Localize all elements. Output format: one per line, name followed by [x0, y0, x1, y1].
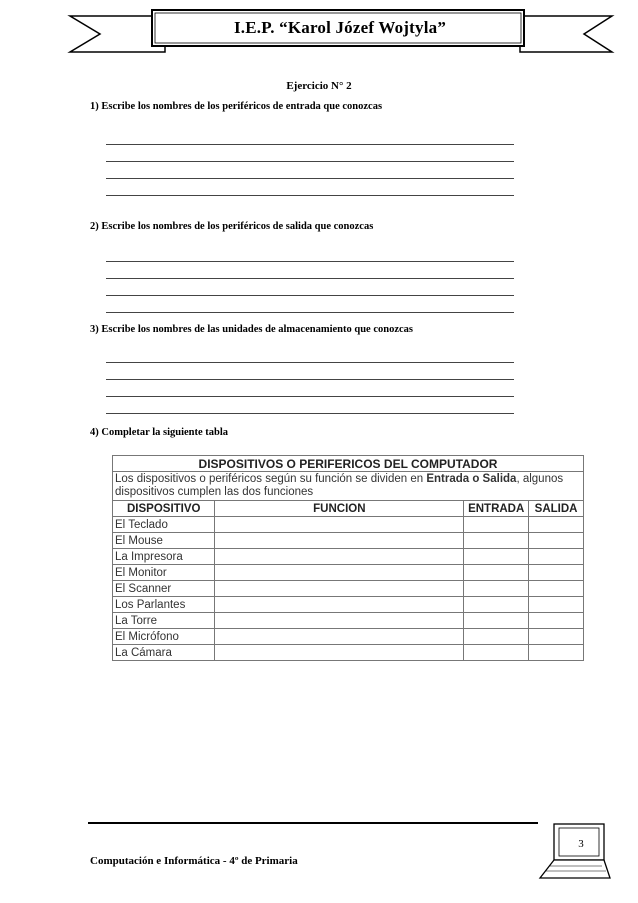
salida-cell[interactable]: [529, 549, 584, 565]
device-name: El Scanner: [113, 581, 215, 597]
function-cell[interactable]: [215, 533, 464, 549]
salida-cell[interactable]: [529, 533, 584, 549]
question-3: 3) Escribe los nombres de las unidades de almacenamiento que conozcas: [90, 324, 413, 335]
device-name: La Impresora: [113, 549, 215, 565]
footer-divider: [88, 822, 538, 824]
table-row: [113, 597, 584, 613]
entrada-cell[interactable]: [464, 565, 529, 581]
laptop-icon: [536, 820, 614, 882]
question-2: 2) Escribe los nombres de los periféricos de salida que conozcas: [90, 221, 374, 232]
salida-cell[interactable]: [529, 629, 584, 645]
salida-cell[interactable]: [529, 597, 584, 613]
entrada-cell[interactable]: [464, 597, 529, 613]
function-cell[interactable]: [215, 597, 464, 613]
table-title: DISPOSITIVOS O PERIFERICOS DEL COMPUTADOR: [113, 456, 584, 472]
table-row: [113, 565, 584, 581]
table-row: [113, 533, 584, 549]
description-text: Los dispositivos o periféricos según su función se dividen en: [115, 473, 427, 485]
entrada-cell[interactable]: [464, 549, 529, 565]
school-title: I.E.P. “Karol Józef Wojtyla”: [233, 18, 447, 37]
description-bold: Entrada o Salida: [426, 473, 517, 485]
function-cell[interactable]: [215, 645, 464, 661]
table-row: [113, 645, 584, 661]
entrada-cell[interactable]: [464, 533, 529, 549]
table-row: [113, 629, 584, 645]
salida-cell[interactable]: [529, 581, 584, 597]
entrada-cell[interactable]: [464, 581, 529, 597]
question-4: 4) Completar la siguiente tabla: [90, 427, 229, 438]
table-row: [113, 517, 584, 533]
page-number: 3: [578, 838, 584, 850]
answer-lines-3[interactable]: [106, 346, 514, 414]
header-dispositivo: DISPOSITIVO: [113, 501, 215, 517]
device-name: El Monitor: [113, 565, 215, 581]
entrada-cell[interactable]: [464, 645, 529, 661]
header-salida: SALIDA: [529, 501, 584, 517]
function-cell[interactable]: [215, 581, 464, 597]
salida-cell[interactable]: [529, 517, 584, 533]
devices-table: [112, 455, 584, 661]
function-cell[interactable]: [215, 549, 464, 565]
exercise-title: Ejercicio N° 2: [286, 80, 352, 92]
question-1: 1) Escribe los nombres de los periféricos de entrada que conozcas: [90, 101, 383, 112]
footer-course: Computación e Informática - 4º de Primaria: [90, 855, 298, 867]
function-cell[interactable]: [215, 613, 464, 629]
function-cell[interactable]: [215, 517, 464, 533]
salida-cell[interactable]: [529, 565, 584, 581]
device-name: El Teclado: [113, 517, 215, 533]
table-row: [113, 549, 584, 565]
table-description: [113, 472, 584, 501]
salida-cell[interactable]: [529, 645, 584, 661]
header-funcion: FUNCION: [215, 501, 464, 517]
header-entrada: ENTRADA: [464, 501, 529, 517]
function-cell[interactable]: [215, 629, 464, 645]
description-text-end: , algunos dispositivos cumplen las dos funciones: [115, 473, 564, 498]
device-name: El Mouse: [113, 533, 215, 549]
entrada-cell[interactable]: [464, 629, 529, 645]
answer-lines-1[interactable]: [106, 128, 514, 196]
device-name: El Micrófono: [113, 629, 215, 645]
answer-lines-2[interactable]: [106, 245, 514, 313]
salida-cell[interactable]: [529, 613, 584, 629]
entrada-cell[interactable]: [464, 517, 529, 533]
entrada-cell[interactable]: [464, 613, 529, 629]
device-name: La Cámara: [113, 645, 215, 661]
device-name: La Torre: [113, 613, 215, 629]
table-row: [113, 613, 584, 629]
function-cell[interactable]: [215, 565, 464, 581]
table-row: [113, 581, 584, 597]
device-name: Los Parlantes: [113, 597, 215, 613]
